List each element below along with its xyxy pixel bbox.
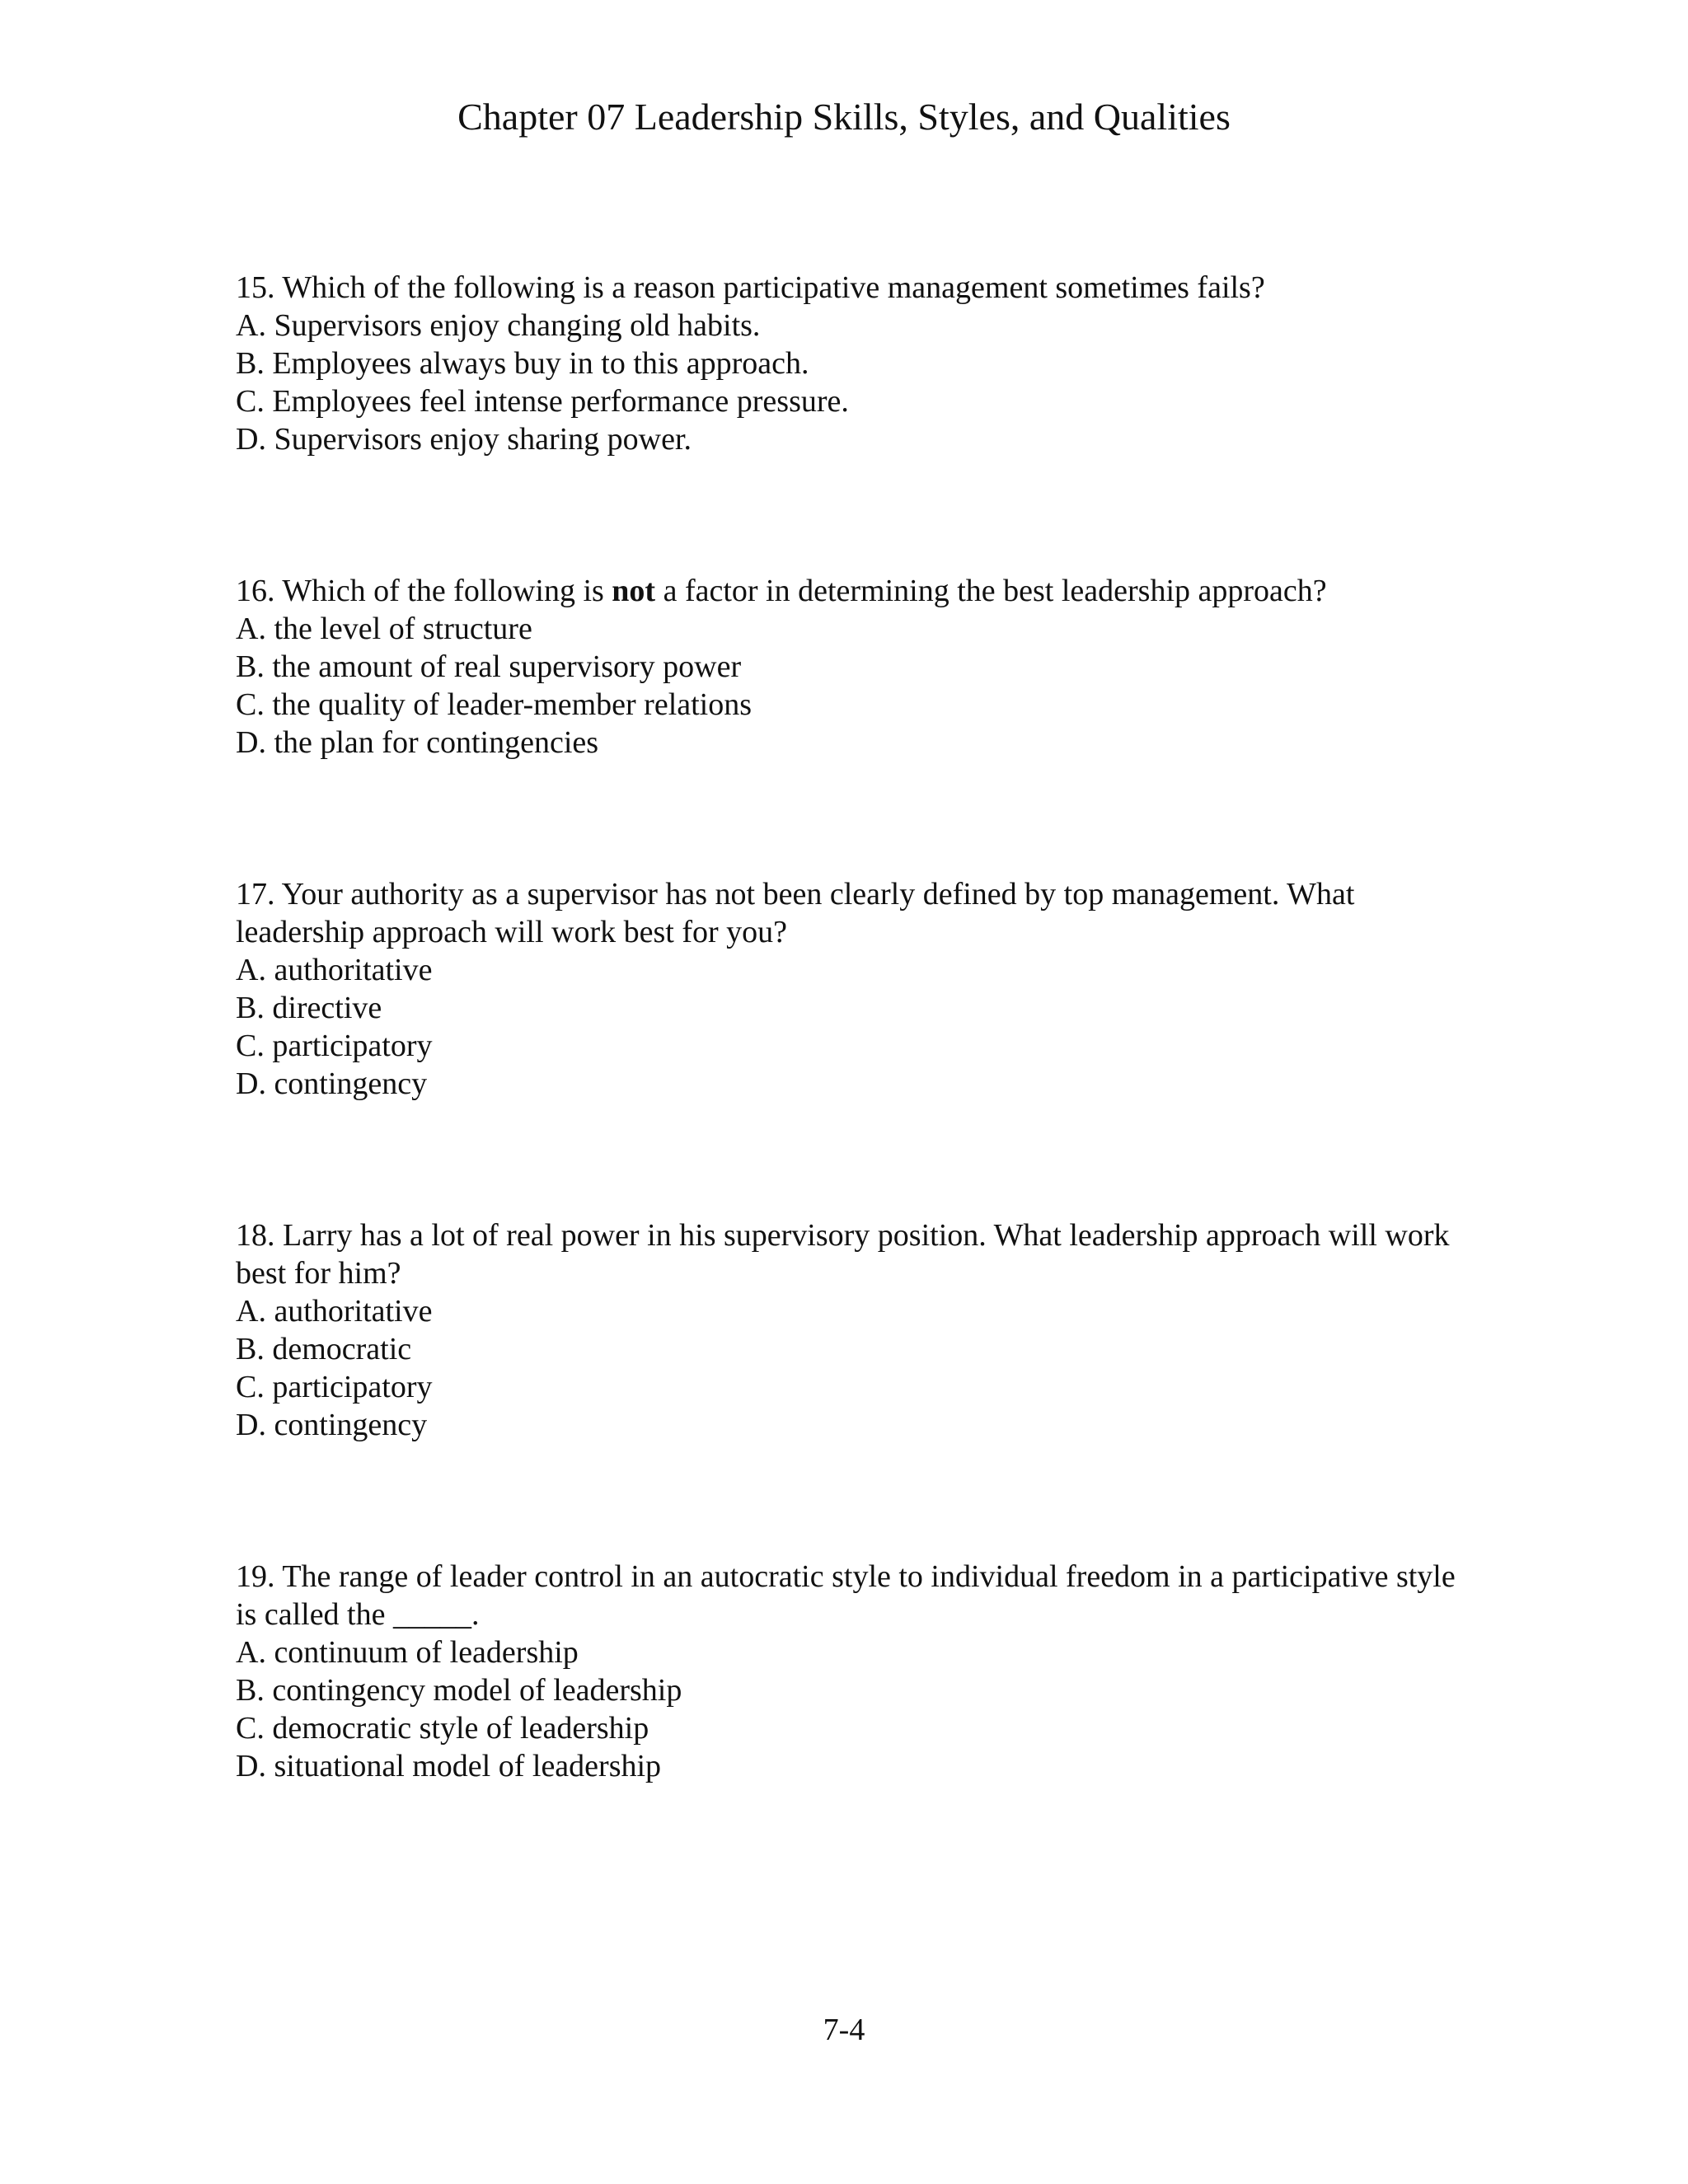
option-a: A. authoritative xyxy=(236,953,433,987)
question-17 xyxy=(236,875,1472,1103)
question-stem: 18. Larry has a lot of real power in his supervisory position. What leadership approach will work best for him? xyxy=(236,1218,1450,1291)
stem-text: a factor in determining the best leadership approach? xyxy=(655,574,1327,608)
question-18 xyxy=(236,1216,1472,1444)
option-a: A. continuum of leadership xyxy=(236,1635,579,1670)
question-19 xyxy=(236,1558,1472,1785)
option-a: A. authoritative xyxy=(236,1294,433,1329)
option-d: D. contingency xyxy=(236,1066,428,1101)
question-stem: 19. The range of leader control in an autocratic style to individual freedom in a participative style is called the _____. xyxy=(236,1559,1456,1632)
question-16 xyxy=(236,572,1472,762)
option-c: C. democratic style of leadership xyxy=(236,1711,649,1746)
option-b: B. the amount of real supervisory power xyxy=(236,649,742,684)
page-title: Chapter 07 Leadership Skills, Styles, and Qualities xyxy=(457,96,1231,138)
option-c: C. participatory xyxy=(236,1029,433,1063)
option-a: A. the level of structure xyxy=(236,612,532,646)
option-b: B. Employees always buy in to this approach. xyxy=(236,346,809,381)
question-stem: 15. Which of the following is a reason participative management sometimes fails? xyxy=(236,270,1265,305)
stem-emphasis: not xyxy=(612,574,656,608)
option-b: B. contingency model of leadership xyxy=(236,1673,682,1708)
option-c: C. participatory xyxy=(236,1370,433,1404)
question-stem xyxy=(236,572,1472,610)
option-a: A. Supervisors enjoy changing old habits. xyxy=(236,308,761,343)
option-c: C. Employees feel intense performance pressure. xyxy=(236,384,849,419)
option-b: B. democratic xyxy=(236,1332,412,1366)
option-d: D. Supervisors enjoy sharing power. xyxy=(236,422,692,457)
page-number: 7-4 xyxy=(823,2013,865,2047)
stem-text: 16. Which of the following is xyxy=(236,574,612,608)
question-15 xyxy=(236,269,1472,458)
option-d: D. situational model of leadership xyxy=(236,1749,662,1783)
option-b: B. directive xyxy=(236,991,382,1025)
option-d: D. contingency xyxy=(236,1408,428,1442)
question-stem: 17. Your authority as a supervisor has not been clearly defined by top management. What leadership approach will work best for you? xyxy=(236,877,1355,949)
option-d: D. the plan for contingencies xyxy=(236,725,599,760)
option-c: C. the quality of leader-member relations xyxy=(236,687,753,722)
